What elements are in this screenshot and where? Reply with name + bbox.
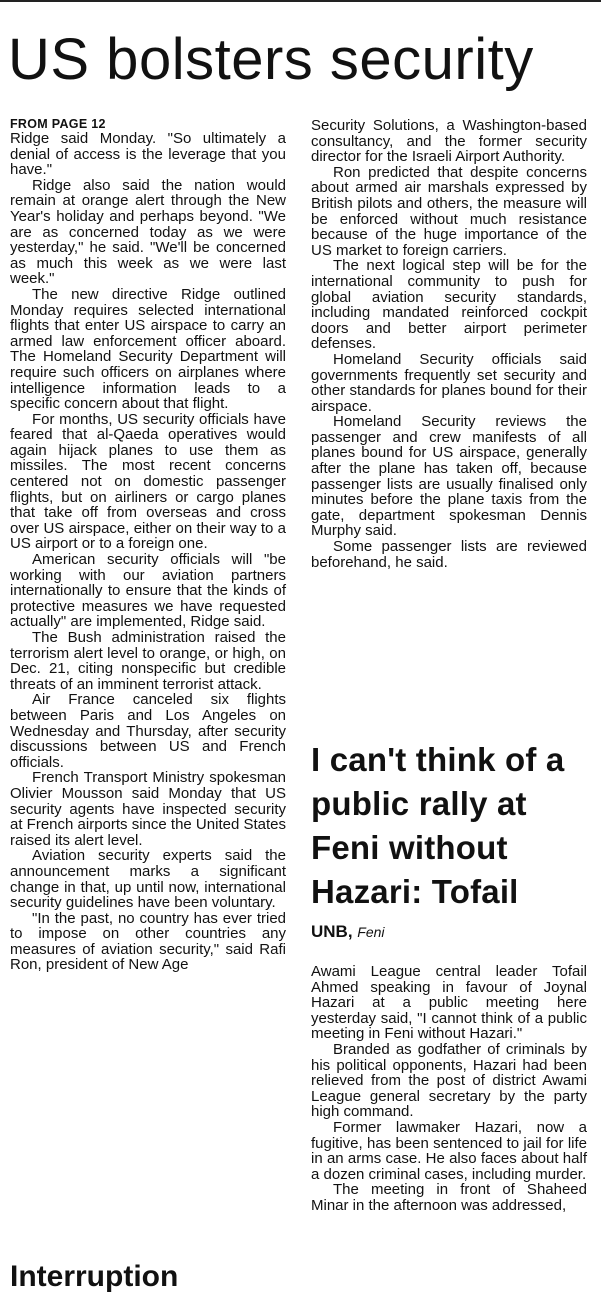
right-column — [311, 118, 587, 570]
article-paragraph: Ridge also said the nation would remain at orange alert through the New Year's holiday and perhaps beyond. "We are as concerned today as we were yesterday," he said. "We'll be concerned as much this week as we were last week." — [10, 176, 286, 288]
main-headline: US bolsters security — [8, 27, 534, 92]
byline-agency: UNB, — [311, 922, 353, 941]
article-paragraph: American security officials will "be working with our aviation partners internationally to ensure that the kinds of protective measures we have requested actually" are implemented, Ridge said. — [10, 551, 286, 631]
article-paragraph: Some passenger lists are reviewed beforehand, he said. — [311, 538, 587, 571]
article-paragraph: The new directive Ridge outlined Monday requires selected international flights that enter US airspace to carry an armed law enforcement officer aboard. The Homeland Security Department will require such officers on airplanes where intelligence information leads to a specific concern about that flight. — [10, 285, 286, 413]
left-column — [10, 118, 286, 973]
second-story-body — [311, 964, 587, 1214]
article-paragraph: Ron predicted that despite concerns about armed air marshals expressed by British pilots and others, the measure will be enforced without much resistance because of the huge importance of the US market to foreign carriers. — [311, 163, 587, 259]
top-rule — [0, 0, 601, 6]
article-paragraph: Security Solutions, a Washington-based consultancy, and the former security director for the Israeli Airport Authority. — [311, 117, 587, 166]
article-paragraph: "In the past, no country has ever tried to impose on other countries any measures of aviation security," said Rafi Ron, president of New Age — [10, 909, 286, 974]
byline-place: Feni — [357, 924, 385, 940]
article-paragraph: Former lawmaker Hazari, now a fugitive, has been sentenced to jail for life in an arms case. He also faces about half a dozen criminal cases, including murder. — [311, 1118, 587, 1183]
article-paragraph: The Bush administration raised the terrorism alert level to orange, or high, on Dec. 21, citing nonspecific but credible threats of an imminent terrorist attack. — [10, 629, 286, 693]
continuation-kicker: FROM PAGE 12 — [10, 117, 106, 131]
article-paragraph: French Transport Ministry spokesman Olivier Mousson said Monday that US security agents have inspected security at French airports since the United States raised its alert level. — [10, 769, 286, 849]
article-paragraph: For months, US security officials have feared that al-Qaeda operatives would again hijack planes to use them as missiles. The most recent concerns centered not on domestic passenger flights, but on airliners or cargo planes that take off from overseas and cross over US airspace, either on their way to a US airport or to a foreign one. — [10, 410, 286, 553]
article-paragraph: Awami League central leader Tofail Ahmed speaking in favour of Joynal Hazari at a public meeting here yesterday said, "I cannot think of a public meeting in Feni without Hazari." — [311, 963, 587, 1043]
article-paragraph: Homeland Security officials said governments frequently set security and other standards for planes bound for their airspace. — [311, 350, 587, 415]
article-paragraph: Branded as godfather of criminals by his political opponents, Hazari had been relieved from the post of district Awami League general secretary by the party high command. — [311, 1040, 587, 1121]
article-paragraph: The meeting in front of Shaheed Minar in the afternoon was addressed, — [311, 1181, 587, 1214]
article-paragraph: Ridge said Monday. "So ultimately a denial of access is the leverage that you have." — [10, 130, 286, 179]
second-story-headline: I can't think of a public rally at Feni without Hazari: Tofail — [311, 741, 565, 910]
article-paragraph: The next logical step will be for the international community to push for global aviation security standards, including mandated reinforced cockpit doors and better airport perimeter defenses. — [311, 257, 587, 353]
article-paragraph: Homeland Security reviews the passenger and crew manifests of all planes bound for US airspace, generally after the plane has taken off, because passenger lists are usually finalised only minutes before the plane taxis from the gate, department spokesman Dennis Murphy said. — [311, 413, 587, 540]
article-paragraph: Air France canceled six flights between Paris and Los Angeles on Wednesday and Thursday, after security discussions between US and French officials. — [10, 691, 286, 771]
cut-off-headline: Interruption — [10, 1260, 179, 1293]
byline — [311, 922, 587, 942]
article-paragraph: Aviation security experts said the announcement marks a significant change in that, up until now, international security guidelines have been voluntary. — [10, 847, 286, 912]
second-story — [311, 738, 587, 1214]
